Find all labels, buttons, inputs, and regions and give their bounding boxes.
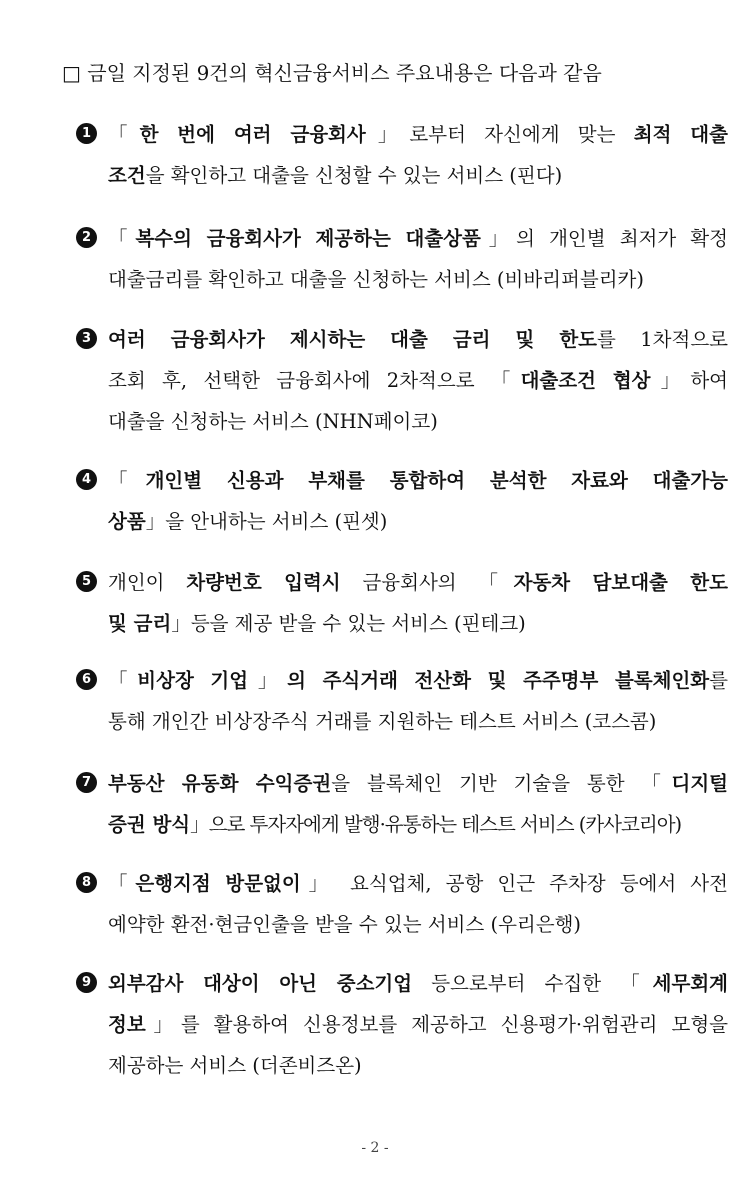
intro-line bbox=[62, 58, 722, 88]
list-item bbox=[76, 963, 728, 1086]
number-badge: 1 bbox=[76, 123, 97, 144]
item-line: 「복수의 금융회사가 제공하는 대출상품」의 개인별 최저가 확정 bbox=[108, 227, 728, 250]
item-line: 「비상장 기업」의 주식거래 전산화 및 주주명부 블록체인화를 bbox=[108, 669, 728, 692]
list-item bbox=[76, 218, 728, 300]
item-line: 외부감사 대상이 아닌 중소기업 등으로부터 수집한 「세무회계 bbox=[108, 972, 728, 995]
list-item bbox=[76, 863, 728, 945]
list-item bbox=[76, 319, 728, 442]
number-badge: 4 bbox=[76, 469, 97, 490]
item-line: 대출금리를 확인하고 대출을 신청하는 서비스 (비바리퍼블리카) bbox=[108, 268, 644, 291]
number-badge: 7 bbox=[76, 772, 97, 793]
item-line: 상품」을 안내하는 서비스 (핀셋) bbox=[108, 510, 388, 533]
item-line: 「은행지점 방문없이」 요식업체, 공항 인근 주차장 등에서 사전 bbox=[108, 872, 728, 895]
item-line: 증권 방식」으로 투자자에게 발행·유통하는 테스트 서비스 (카사코리아) bbox=[108, 813, 682, 836]
number-badge: 5 bbox=[76, 571, 97, 592]
item-line: 「개인별 신용과 부채를 통합하여 분석한 자료와 대출가능 bbox=[108, 469, 728, 492]
intro-text: □ 금일 지정된 9건의 혁신금융서비스 주요내용은 다음과 같음 bbox=[62, 61, 602, 85]
item-line: 및 금리」등을 제공 받을 수 있는 서비스 (핀테크) bbox=[108, 612, 526, 635]
number-badge: 6 bbox=[76, 669, 97, 690]
item-line: 개인이 차량번호 입력시 금융회사의 「자동차 담보대출 한도 bbox=[108, 571, 728, 594]
item-line: 부동산 유동화 수익증권을 블록체인 기반 기술을 통한 「디지털 bbox=[108, 772, 728, 795]
page-number: - 2 - bbox=[361, 1140, 389, 1156]
item-line: 조회 후, 선택한 금융회사에 2차적으로 「대출조건 협상」하여 bbox=[108, 369, 729, 392]
list-item bbox=[76, 460, 728, 542]
list-item bbox=[76, 114, 728, 196]
number-badge: 8 bbox=[76, 872, 97, 893]
number-badge: 3 bbox=[76, 328, 97, 349]
item-line: 예약한 환전·현금인출을 받을 수 있는 서비스 (우리은행) bbox=[108, 913, 582, 936]
number-badge: 9 bbox=[76, 972, 97, 993]
number-badge: 2 bbox=[76, 227, 97, 248]
list-item bbox=[76, 763, 728, 845]
list-item bbox=[76, 562, 728, 644]
list-item bbox=[76, 660, 728, 742]
item-line: 「한 번에 여러 금융회사」로부터 자신에게 맞는 최적 대출 bbox=[108, 123, 728, 146]
item-line: 정보」를 활용하여 신용정보를 제공하고 신용평가·위험관리 모형을 bbox=[108, 1013, 728, 1036]
item-line: 대출을 신청하는 서비스 (NHN페이코) bbox=[108, 410, 438, 433]
item-line: 통해 개인간 비상장주식 거래를 지원하는 테스트 서비스 (코스콤) bbox=[108, 710, 657, 733]
item-line: 제공하는 서비스 (더존비즈온) bbox=[108, 1054, 362, 1077]
item-line: 여러 금융회사가 제시하는 대출 금리 및 한도를 1차적으로 bbox=[108, 328, 728, 351]
item-line: 조건을 확인하고 대출을 신청할 수 있는 서비스 (핀다) bbox=[108, 164, 563, 187]
